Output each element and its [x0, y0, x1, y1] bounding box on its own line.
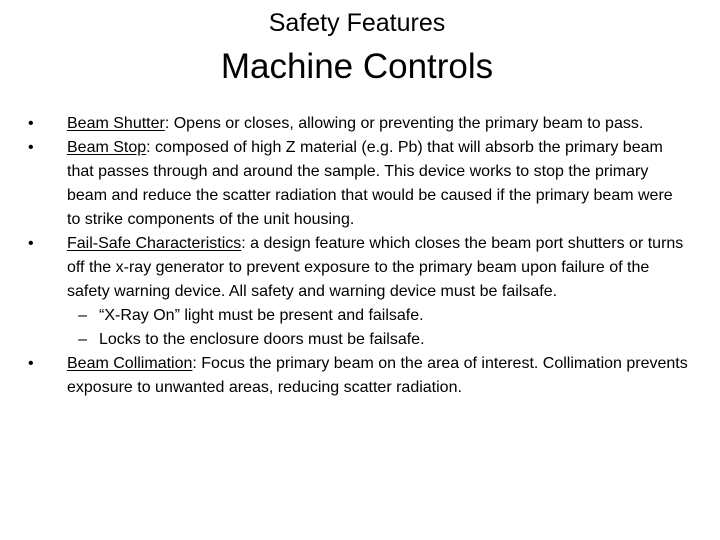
list-item-beam-shutter	[28, 112, 688, 136]
slide-subtitle: Safety Features	[268, 9, 446, 37]
term-label: Beam Collimation	[67, 355, 193, 372]
list-item-beam-stop	[28, 136, 688, 232]
term-description: : Focus the primary beam on the area of interest. Collimation prevents exposure to unwanted areas, reducing scatter radiation.	[67, 355, 688, 396]
sub-item-text: “X-Ray On” light must be present and failsafe.	[99, 307, 424, 324]
term-label: Beam Stop	[67, 139, 147, 156]
list-item-fail-safe	[28, 232, 688, 352]
bullet-icon: •	[28, 235, 34, 252]
list-item-beam-collimation	[28, 352, 688, 400]
sub-bullet-list	[67, 304, 688, 352]
bullet-icon: •	[28, 115, 34, 132]
dash-icon: –	[78, 307, 87, 324]
term-label: Beam Shutter	[67, 115, 165, 132]
sub-list-item	[67, 304, 688, 328]
term-description: : a design feature which closes the beam port shutters or turns off the x-ray generator to prevent exposure to the primary beam upon failure of the safety warning device. All safety and warning device must be failsafe.	[67, 235, 684, 300]
term-description: : composed of high Z material (e.g. Pb) that will absorb the primary beam that passes through and around the sample. This device works to stop the primary beam and reduce the scatter radiation that would be caused if the primary beam were to strike components of the unit housing.	[67, 139, 673, 228]
slide-title: Machine Controls	[220, 47, 494, 86]
term-label: Fail-Safe Characteristics	[67, 235, 242, 252]
dash-icon: –	[78, 331, 87, 348]
bullet-icon: •	[28, 139, 34, 156]
sub-list-item	[67, 328, 688, 352]
bullet-icon: •	[28, 355, 34, 372]
term-description: : Opens or closes, allowing or preventing the primary beam to pass.	[164, 115, 644, 132]
bullet-list	[28, 112, 688, 400]
sub-item-text: Locks to the enclosure doors must be failsafe.	[99, 331, 425, 348]
